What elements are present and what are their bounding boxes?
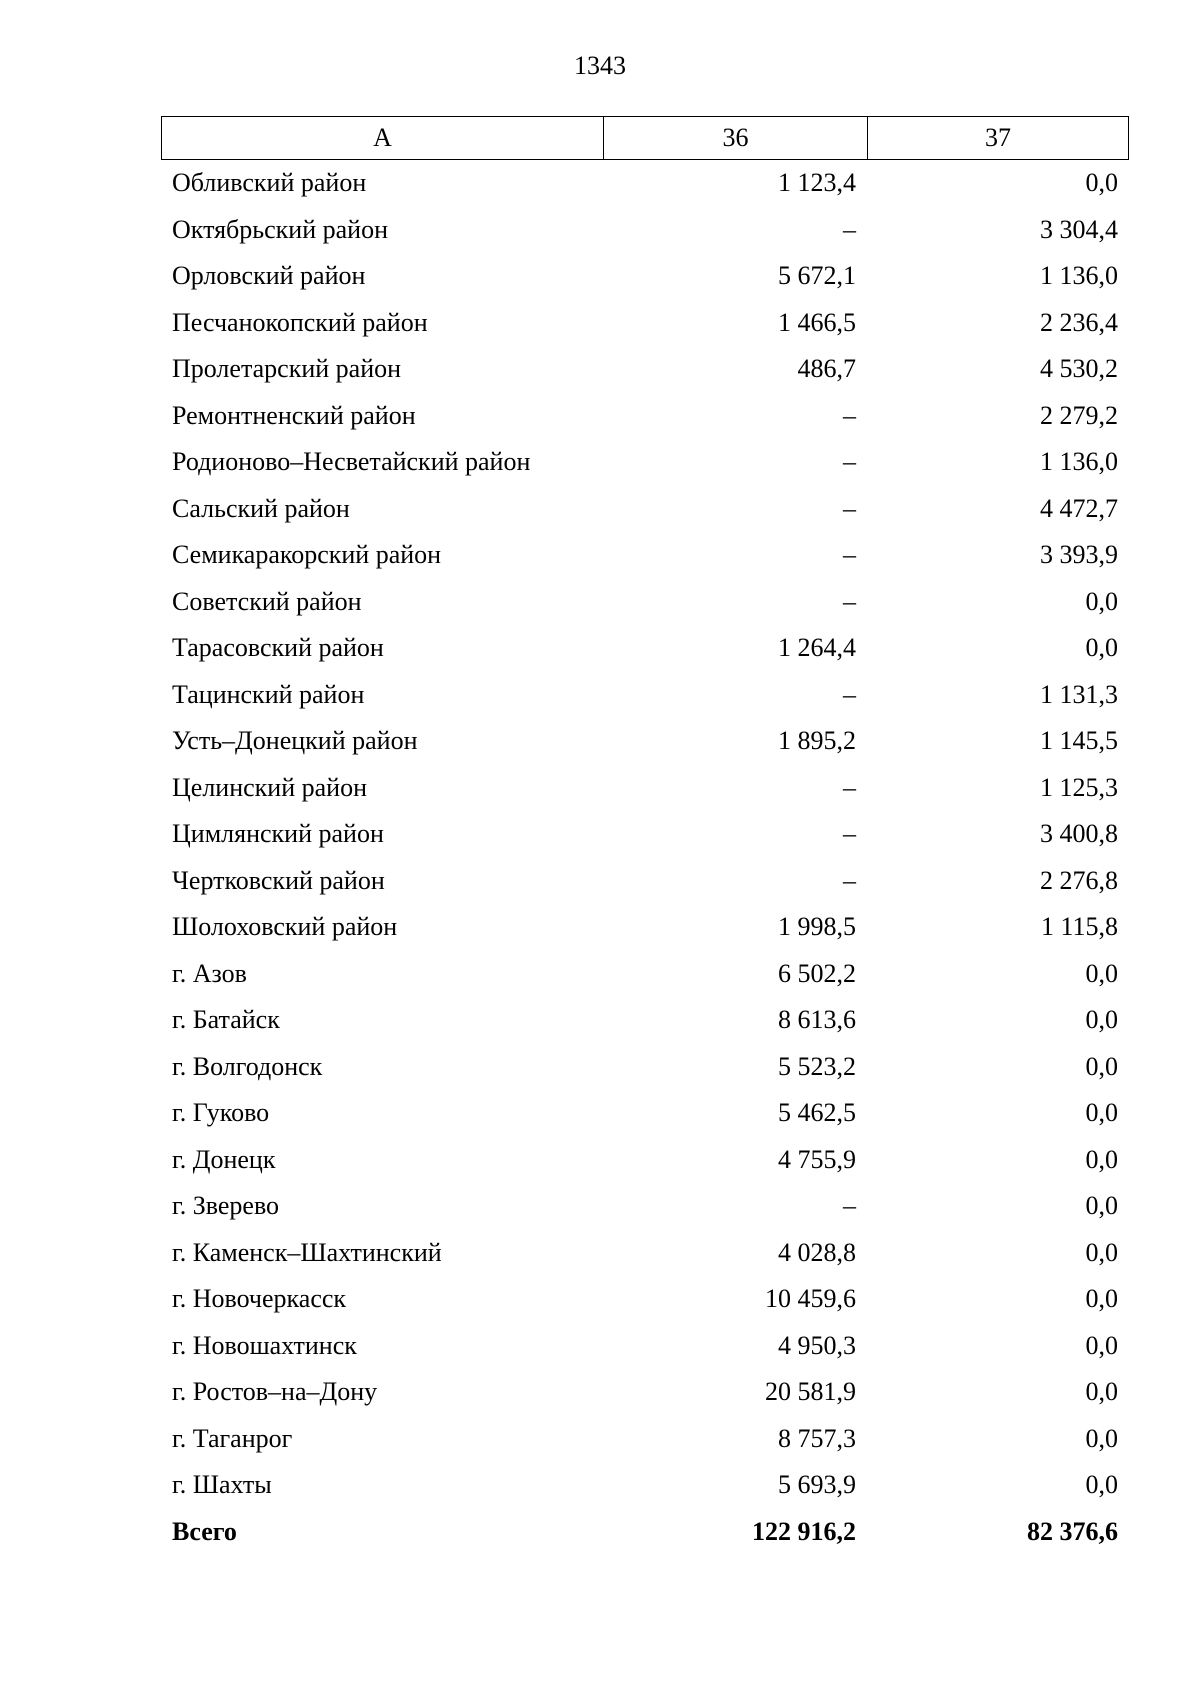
row-value-36: – <box>843 865 856 895</box>
row-value-37: 0,0 <box>1085 1377 1118 1407</box>
table-row <box>161 765 1129 812</box>
row-name: Тарасовский район <box>172 633 384 663</box>
table-row <box>161 1276 1129 1323</box>
table-row <box>161 951 1129 998</box>
row-name: г. Новошахтинск <box>172 1330 357 1360</box>
row-value-37: 0,0 <box>1085 958 1118 988</box>
row-name: Усть–Донецкий район <box>172 726 418 756</box>
row-value-37: 0,0 <box>1085 1098 1118 1128</box>
table-row <box>161 718 1129 765</box>
row-name: Шолоховский район <box>172 912 398 942</box>
table-row <box>161 439 1129 486</box>
row-name: г. Зверево <box>172 1191 280 1221</box>
table-row <box>161 1323 1129 1370</box>
row-name: Сальский район <box>172 493 350 523</box>
table-row <box>161 253 1129 300</box>
row-name: Тацинский район <box>172 679 365 709</box>
row-value-37: 0,0 <box>1085 1191 1118 1221</box>
row-value-36: – <box>843 679 856 709</box>
table-row <box>161 486 1129 533</box>
table-header <box>161 116 1129 160</box>
row-value-37: 0,0 <box>1085 633 1118 663</box>
row-value-37: 0,0 <box>1085 1330 1118 1360</box>
row-name: г. Ростов–на–Дону <box>172 1377 378 1407</box>
row-value-36: 20 581,9 <box>765 1377 856 1407</box>
row-name: Чертковский район <box>172 865 385 895</box>
row-name: г. Таганрог <box>172 1423 293 1453</box>
row-name: г. Батайск <box>172 1005 280 1035</box>
row-value-36: 1 998,5 <box>778 912 856 942</box>
table-row <box>161 1416 1129 1463</box>
table-row <box>161 672 1129 719</box>
table-row <box>161 811 1129 858</box>
row-value-37: 0,0 <box>1085 1005 1118 1035</box>
row-value-37: 1 145,5 <box>1040 726 1118 756</box>
row-value-36: – <box>843 540 856 570</box>
row-name: Целинский район <box>172 772 367 802</box>
total-label: Всего <box>172 1516 237 1546</box>
row-value-37: 0,0 <box>1085 1051 1118 1081</box>
row-value-36: 10 459,6 <box>765 1284 856 1314</box>
row-name: г. Шахты <box>172 1470 272 1500</box>
row-name: г. Азов <box>172 958 247 988</box>
row-value-37: 0,0 <box>1085 1237 1118 1267</box>
total-value-36: 122 916,2 <box>752 1516 856 1546</box>
row-value-36: – <box>843 819 856 849</box>
row-name: Семикаракорский район <box>172 540 442 570</box>
row-value-36: 4 755,9 <box>778 1144 856 1174</box>
page-number: 1343 <box>574 51 626 80</box>
row-name: Советский район <box>172 586 362 616</box>
table-row <box>161 1369 1129 1416</box>
table-row <box>161 532 1129 579</box>
row-value-37: 1 131,3 <box>1040 679 1118 709</box>
row-value-37: 0,0 <box>1085 1423 1118 1453</box>
row-value-36: 1 466,5 <box>778 307 856 337</box>
row-value-36: 486,7 <box>797 354 856 384</box>
row-value-37: 0,0 <box>1085 168 1118 198</box>
row-value-36: – <box>843 772 856 802</box>
row-value-37: 0,0 <box>1085 1144 1118 1174</box>
row-name: г. Каменск–Шахтинский <box>172 1237 442 1267</box>
table-row <box>161 1090 1129 1137</box>
row-value-36: 5 693,9 <box>778 1470 856 1500</box>
row-value-37: 0,0 <box>1085 586 1118 616</box>
row-value-37: 3 400,8 <box>1040 819 1118 849</box>
row-value-36: 1 895,2 <box>778 726 856 756</box>
row-name: г. Волгодонск <box>172 1051 323 1081</box>
row-value-37: 2 276,8 <box>1040 865 1118 895</box>
row-value-36: – <box>843 586 856 616</box>
row-value-36: – <box>843 493 856 523</box>
row-value-36: 5 523,2 <box>778 1051 856 1081</box>
row-value-36: – <box>843 400 856 430</box>
table-row <box>161 393 1129 440</box>
table-row <box>161 1044 1129 1091</box>
row-value-36: 1 123,4 <box>778 168 856 198</box>
row-value-36: 4 028,8 <box>778 1237 856 1267</box>
table-row <box>161 346 1129 393</box>
row-value-37: 0,0 <box>1085 1284 1118 1314</box>
table-row <box>161 904 1129 951</box>
row-name: г. Донецк <box>172 1144 276 1174</box>
row-value-36: 1 264,4 <box>778 633 856 663</box>
row-value-37: 3 304,4 <box>1040 214 1118 244</box>
row-value-37: 2 279,2 <box>1040 400 1118 430</box>
row-value-36: – <box>843 214 856 244</box>
total-value-37: 82 376,6 <box>1027 1516 1118 1546</box>
row-value-36: 5 462,5 <box>778 1098 856 1128</box>
header-cell-a: А <box>162 117 604 159</box>
table-row <box>161 1462 1129 1509</box>
row-name: Ремонтненский район <box>172 400 416 430</box>
row-name: Октябрьский район <box>172 214 388 244</box>
row-value-37: 0,0 <box>1085 1470 1118 1500</box>
row-name: Орловский район <box>172 261 366 291</box>
table-row <box>161 207 1129 254</box>
row-value-36: 4 950,3 <box>778 1330 856 1360</box>
row-value-37: 2 236,4 <box>1040 307 1118 337</box>
row-name: Обливский район <box>172 168 367 198</box>
header-cell-37: 37 <box>985 123 1011 152</box>
row-value-36: 8 757,3 <box>778 1423 856 1453</box>
table-row <box>161 625 1129 672</box>
row-value-36: 5 672,1 <box>778 261 856 291</box>
table-row <box>161 997 1129 1044</box>
row-value-36: 8 613,6 <box>778 1005 856 1035</box>
row-value-37: 4 530,2 <box>1040 354 1118 384</box>
table-row <box>161 579 1129 626</box>
table-row <box>161 160 1129 207</box>
row-value-37: 1 136,0 <box>1040 261 1118 291</box>
row-value-37: 4 472,7 <box>1040 493 1118 523</box>
row-value-37: 1 115,8 <box>1040 912 1118 942</box>
row-value-37: 1 125,3 <box>1040 772 1118 802</box>
table-row <box>161 1137 1129 1184</box>
row-value-37: 3 393,9 <box>1040 540 1118 570</box>
table-row <box>161 300 1129 347</box>
row-name: Цимлянский район <box>172 819 384 849</box>
row-value-36: – <box>843 447 856 477</box>
row-name: Родионово–Несветайский район <box>172 447 531 477</box>
row-name: г. Гуково <box>172 1098 270 1128</box>
table-total-row <box>161 1509 1129 1556</box>
table-row <box>161 858 1129 905</box>
table-body <box>161 160 1129 1555</box>
table-row <box>161 1230 1129 1277</box>
row-value-37: 1 136,0 <box>1040 447 1118 477</box>
header-cell-36: 36 <box>604 117 868 159</box>
row-value-36: – <box>843 1191 856 1221</box>
row-value-36: 6 502,2 <box>778 958 856 988</box>
row-name: Пролетарский район <box>172 354 402 384</box>
table-row <box>161 1183 1129 1230</box>
row-name: Песчанокопский район <box>172 307 428 337</box>
row-name: г. Новочеркасск <box>172 1284 347 1314</box>
